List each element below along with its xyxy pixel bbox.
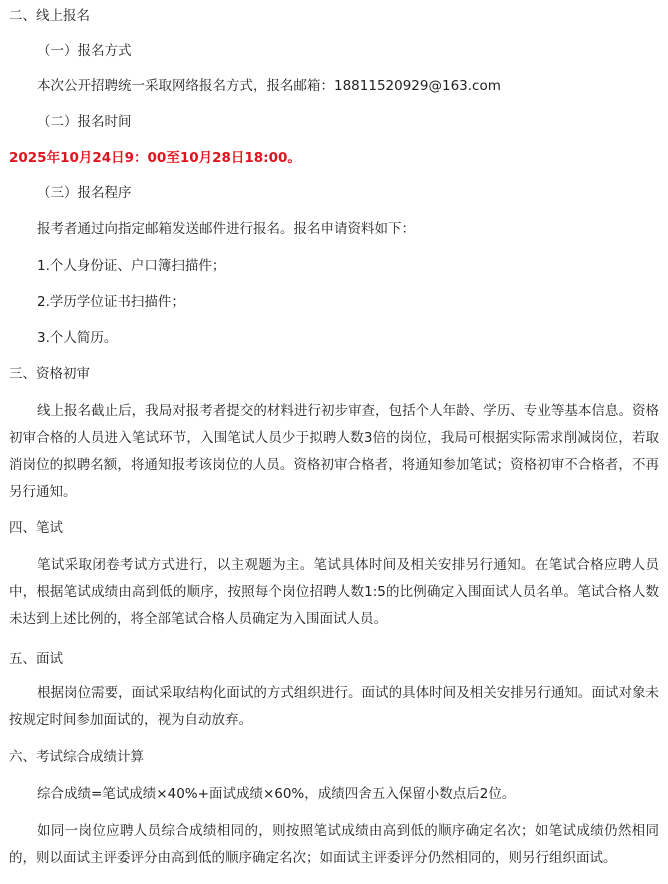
list-item: 3.个人简历。 (37, 330, 118, 346)
subheading-registration-method: （一）报名方式 (37, 43, 132, 59)
section-heading-interview: 五、面试 (9, 651, 63, 667)
list-item: 2.学历学位证书扫描件； (37, 294, 185, 310)
section-heading-written-exam: 四、笔试 (9, 520, 63, 536)
section-heading-online-registration: 二、线上报名 (9, 8, 90, 24)
written-exam-paragraph: 笔试采取闭卷考试方式进行，以主观题为主。笔试具体时间及相关安排另行通知。在笔试合格应聘人员中，根据笔试成绩由高到低的顺序，按照每个岗位招聘人数1:5的比例确定入围面试人员名单。笔试合格人数未达到上述比例的，将全部笔试合格人员确定为入围面试人员。 (9, 557, 659, 627)
registration-method-text: 本次公开招聘统一采取网络报名方式，报名邮箱：18811520929@163.com (37, 78, 501, 94)
qualification-review-paragraph: 线上报名截止后，我局对报考者提交的材料进行初步审查，包括个人年龄、学历、专业等基本信息。资格初审合格的人员进入笔试环节，入围笔试人员少于拟聘人数3倍的岗位，我局可根据实际需求削减岗位，若取消岗位的拟聘名额，将通知报考该岗位的人员。资格初审合格者，将通知参加笔试；资格初审不合格者，不再另行通知。 (9, 403, 659, 500)
list-item: 1.个人身份证、户口簿扫描件； (37, 258, 226, 274)
tie-break-paragraph: 如同一岗位应聘人员综合成绩相同的，则按照笔试成绩由高到低的顺序确定名次；如笔试成绩仍然相同的，则以面试主评委评分由高到低的顺序确定名次；如面试主评委评分仍然相同的，则另行组织面试。 (9, 823, 659, 866)
subheading-registration-time: （二）报名时间 (37, 114, 132, 130)
subheading-registration-procedure: （三）报名程序 (37, 185, 132, 201)
registration-procedure-intro: 报考者通过向指定邮箱发送邮件进行报名。报名申请资料如下： (37, 221, 415, 237)
section-heading-qualification-review: 三、资格初审 (9, 366, 90, 382)
interview-paragraph: 根据岗位需要，面试采取结构化面试的方式组织进行。面试的具体时间及相关安排另行通知。面试对象未按规定时间参加面试的，视为自动放弃。 (9, 685, 659, 728)
score-formula-text: 综合成绩=笔试成绩×40%+面试成绩×60%，成绩四舍五入保留小数点后2位。 (37, 786, 516, 802)
section-heading-score-calculation: 六、考试综合成绩计算 (9, 749, 144, 765)
registration-time-text: 2025年10月24日9：00至10月28日18:00。 (9, 150, 301, 166)
